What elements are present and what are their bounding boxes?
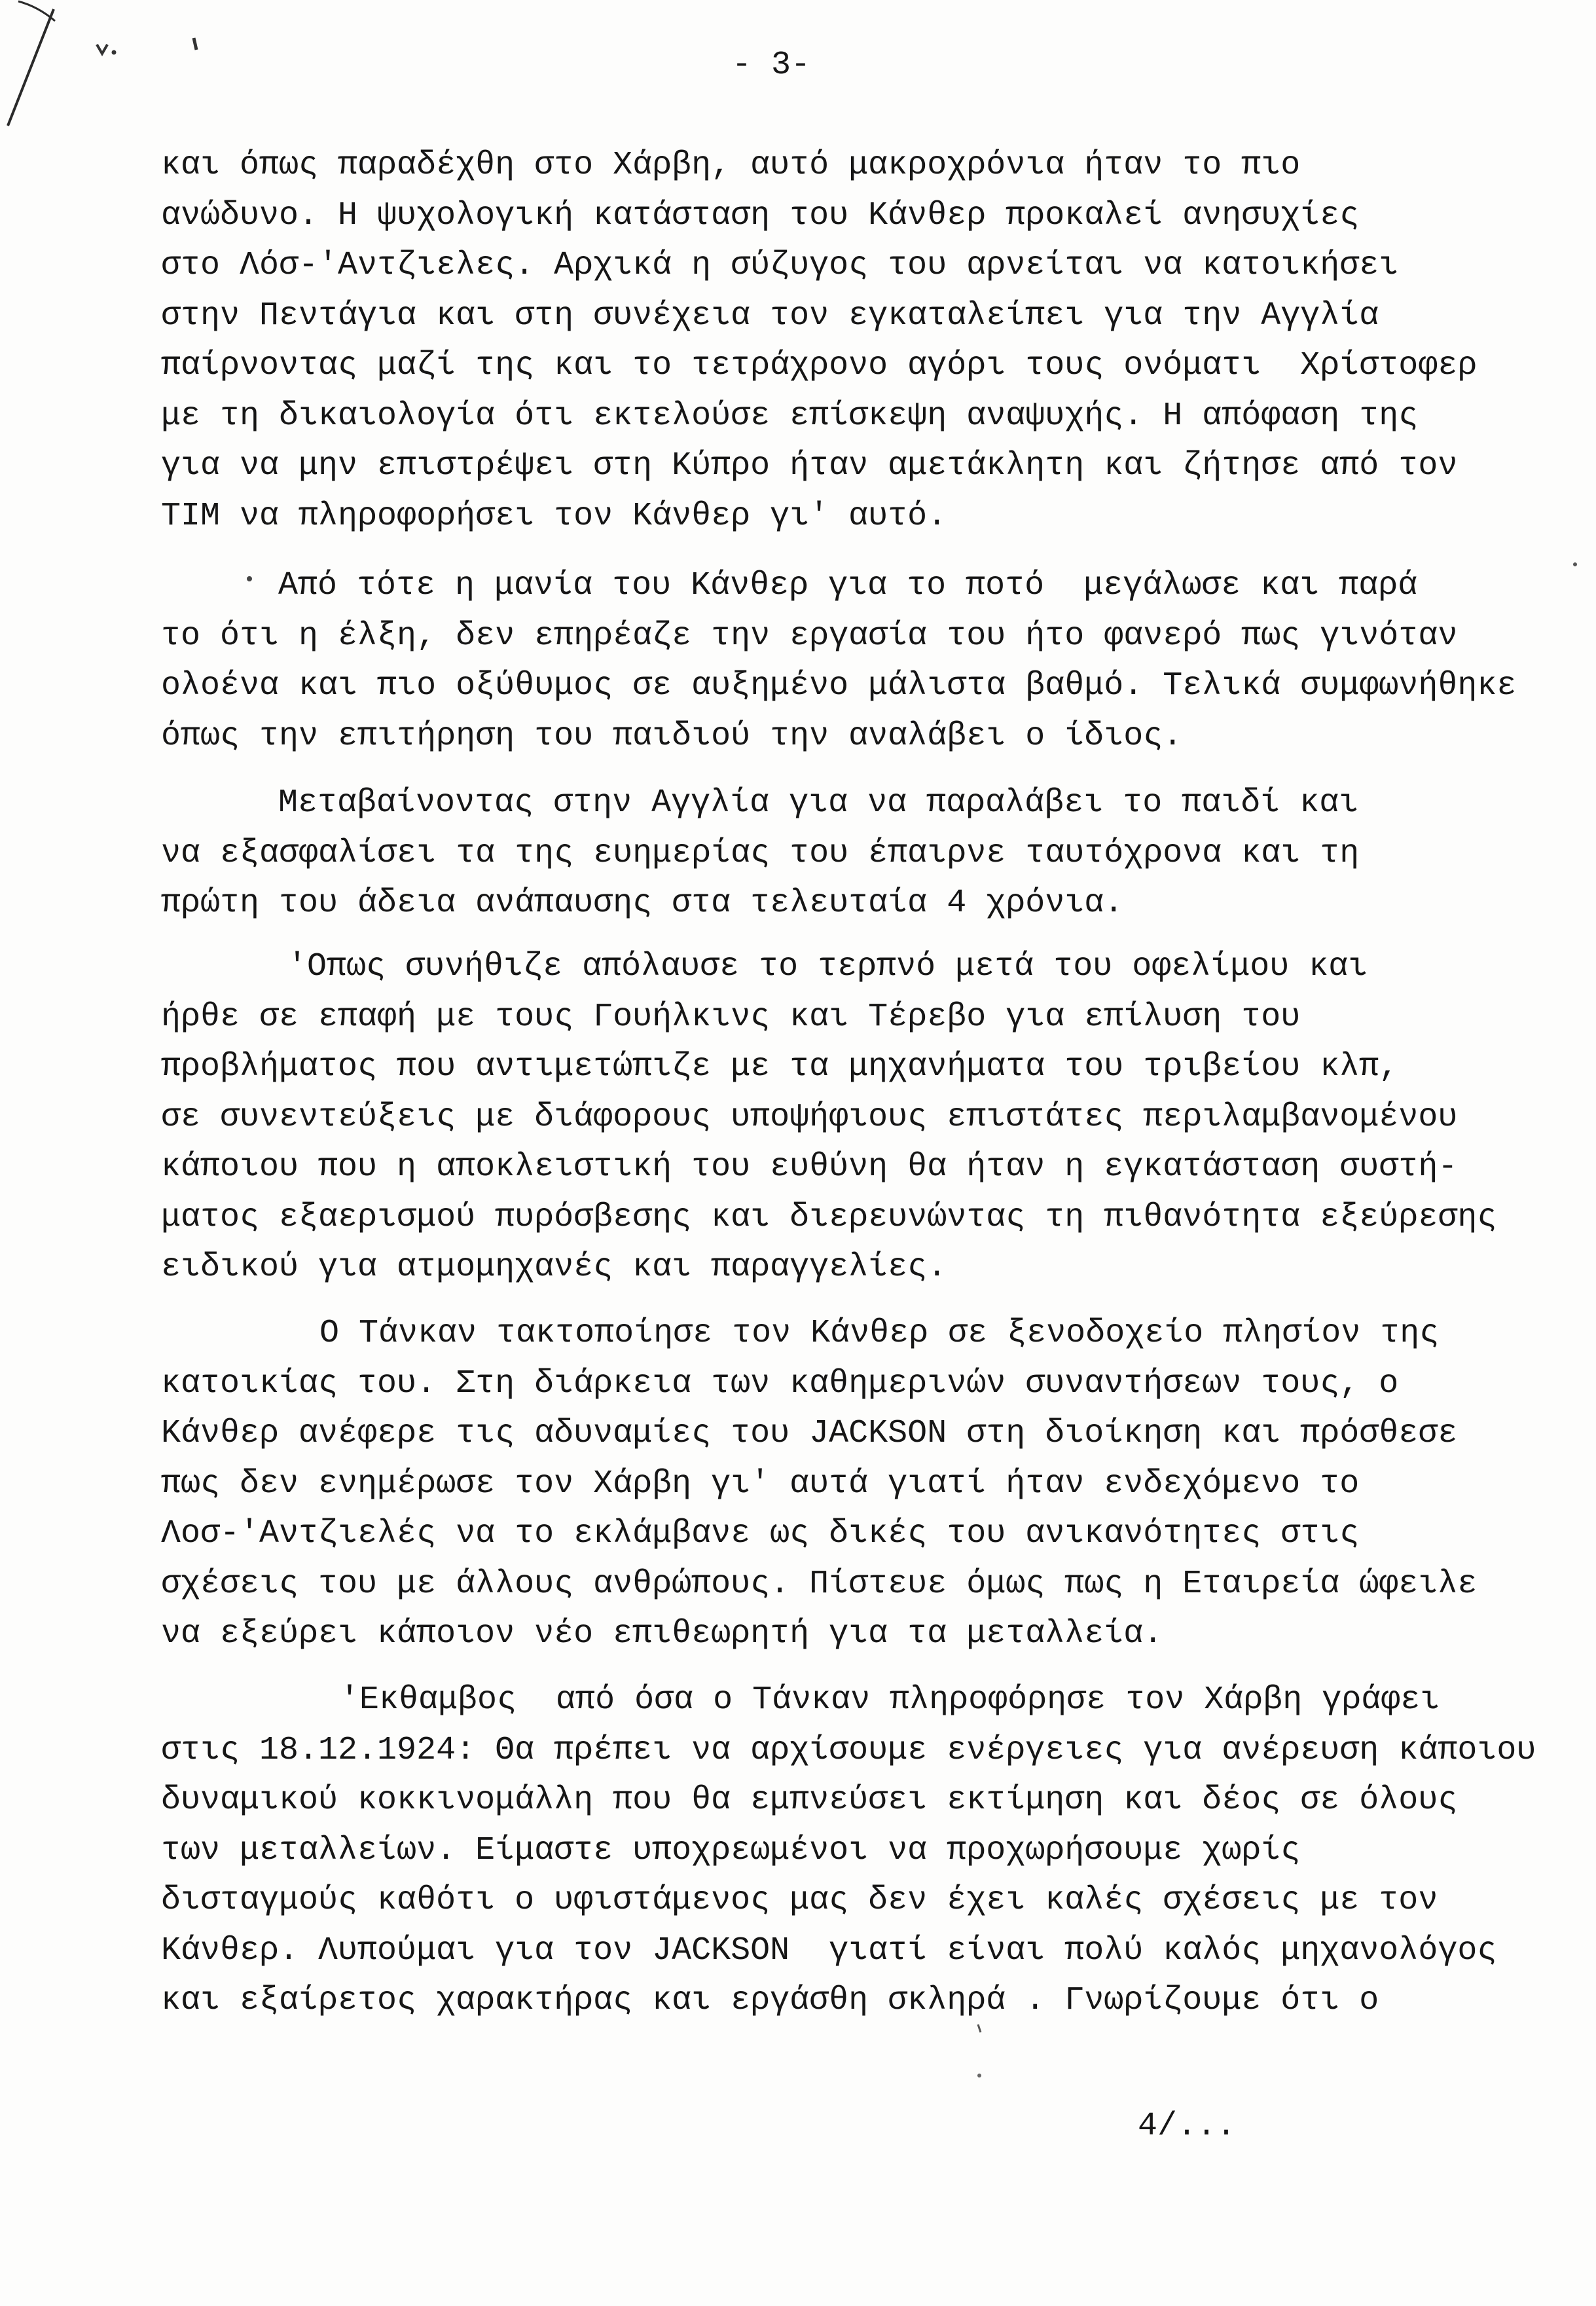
text-line: και εξαίρετος χαρακτήρας και εργάσθη σκληρά . Γνωρίζουμε ότι ο <box>161 1982 1379 2019</box>
text-line: Μεταβαίνοντας στην Αγγλία για να παραλάβει το παιδί και <box>278 784 1359 822</box>
scan-dot <box>1573 562 1577 566</box>
scan-mark-v <box>97 45 107 54</box>
text-line: σε συνεντεύξεις με διάφορους υποψήφιους επιστάτες περιλαμβανομένου <box>161 1098 1458 1136</box>
text-line: δισταγμούς καθότι ο υφιστάμενος μας δεν έχει καλές σχέσεις με τον <box>161 1882 1438 1919</box>
text-line: πως δεν ενημέρωσε τον Χάρβη γι' αυτά γιατί ήταν ενδεχόμενο το <box>161 1465 1360 1503</box>
text-line: Κάνθερ. Λυπούμαι για τον JACKSON γιατί είναι πολύ καλός μηχανολόγος <box>161 1931 1497 1969</box>
paragraph <box>161 561 1569 761</box>
text-line: ολοένα και πιο οξύθυμος σε αυξημένο μάλιστα βαθμό. Τελικά συμφωνήθηκε <box>161 667 1517 705</box>
text-line: στις 18.12.1924: Θα πρέπει να αρχίσουμε ενέργειες για ανέρευση κάποιου <box>161 1731 1536 1769</box>
scan-dot <box>112 50 117 55</box>
scan-dot <box>977 2074 981 2077</box>
text-line: και όπως παραδέχθη στο Χάρβη, αυτό μακροχρόνια ήταν το πιο <box>161 147 1301 184</box>
scan-edge-line <box>8 9 54 126</box>
text-line: Ο Τάνκαν τακτοποίησε τον Κάνθερ σε ξενοδοχείο πλησίον της <box>319 1315 1440 1352</box>
text-line: 'Οπως συνήθιζε απόλαυσε το τερπνό μετά του οφελίμου και <box>287 948 1368 985</box>
paragraph <box>161 778 1569 929</box>
text-line: Από τότε η μανία του Κάνθερ για το ποτό μεγάλωσε και παρά <box>278 567 1418 604</box>
text-line: κάποιου που η αποκλειστική του ευθύνη θα ήταν η εγκατάσταση συστή- <box>161 1148 1458 1186</box>
text-line: ειδικού για ατμομηχανές και παραγγελίες. <box>161 1249 947 1286</box>
text-line: για να μην επιστρέψει στη Κύπρο ήταν αμετάκλητη και ζήτησε από τον <box>161 447 1458 485</box>
page-number: - 3- <box>732 46 811 84</box>
text-line: στο Λόσ-'Αντζιελες. Αρχικά η σύζυγος του αρνείται να κατοικήσει <box>161 247 1399 284</box>
text-line: 'Εκθαμβος από όσα ο Τάνκαν πληροφόρησε τον Χάρβη γράφει <box>340 1681 1440 1719</box>
text-line: κατοικίας του. Στη διάρκεια των καθημερινών συναντήσεων τους, ο <box>161 1364 1399 1402</box>
text-line: ήρθε σε επαφή με τους Γουήλκινς και Τέρεβο για επίλυση του <box>161 998 1301 1036</box>
text-line: να εξεύρει κάποιον νέο επιθεωρητή για τα μεταλλεία. <box>161 1615 1163 1653</box>
paragraph <box>161 1309 1569 1660</box>
text-line: παίρνοντας μαζί της και το τετράχρονο αγόρι τους ονόματι Χρίστοφερ <box>161 347 1478 384</box>
text-line: όπως την επιτήρηση του παιδιού την αναλάβει ο ίδιος. <box>161 717 1183 755</box>
text-line: Λοσ-'Αντζιελές να το εκλάμβανε ως δικές του ανικανότητες στις <box>161 1515 1360 1552</box>
text-line: να εξασφαλίσει τα της ευημερίας του έπαιρνε ταυτόχρονα και τη <box>161 834 1360 872</box>
text-line: στην Πεντάγια και στη συνέχεια τον εγκαταλείπει για την Αγγλία <box>161 297 1379 335</box>
continuation-marker: 4/... <box>1138 2108 1237 2145</box>
text-line: δυναμικού κοκκινομάλλη που θα εμπνεύσει εκτίμηση και δέος σε όλους <box>161 1782 1458 1819</box>
text-line: με τη δικαιολογία ότι εκτελούσε επίσκεψη αναψυχής. Η απόφαση της <box>161 397 1419 435</box>
paragraph <box>161 141 1569 541</box>
text-line: ΤΙΜ να πληροφορήσει τον Κάνθερ γι' αυτό. <box>161 497 947 535</box>
text-line: ματος εξαερισμού πυρόσβεσης και διερευνώντας τη πιθανότητα εξεύρεσης <box>161 1198 1497 1236</box>
scan-edge-hook <box>18 1 55 21</box>
text-line: πρώτη του άδεια ανάπαυσης στα τελευταία 4 χρόνια. <box>161 885 1124 922</box>
text-line: σχέσεις του με άλλους ανθρώπους. Πίστευε όμως πως η Εταιρεία ώφειλε <box>161 1565 1478 1603</box>
paragraph <box>161 942 1569 1293</box>
text-line: Κάνθερ ανέφερε τις αδυναμίες του JACKSON στη διοίκηση και πρόσθεσε <box>161 1415 1458 1452</box>
text-line: των μεταλλείων. Είμαστε υποχρεωμένοι να προχωρήσουμε χωρίς <box>161 1831 1301 1869</box>
paragraph <box>161 1675 1569 2026</box>
scan-tick <box>194 38 196 50</box>
text-line: προβλήματος που αντιμετώπιζε με τα μηχανήματα του τριβείου κλπ, <box>161 1048 1399 1086</box>
text-line: ανώδυνο. Η ψυχολογική κατάσταση του Κάνθερ προκαλεί ανησυχίες <box>161 196 1360 234</box>
text-line: το ότι η έλξη, δεν επηρέαζε την εργασία του ήτο φανερό πως γινόταν <box>161 617 1458 655</box>
